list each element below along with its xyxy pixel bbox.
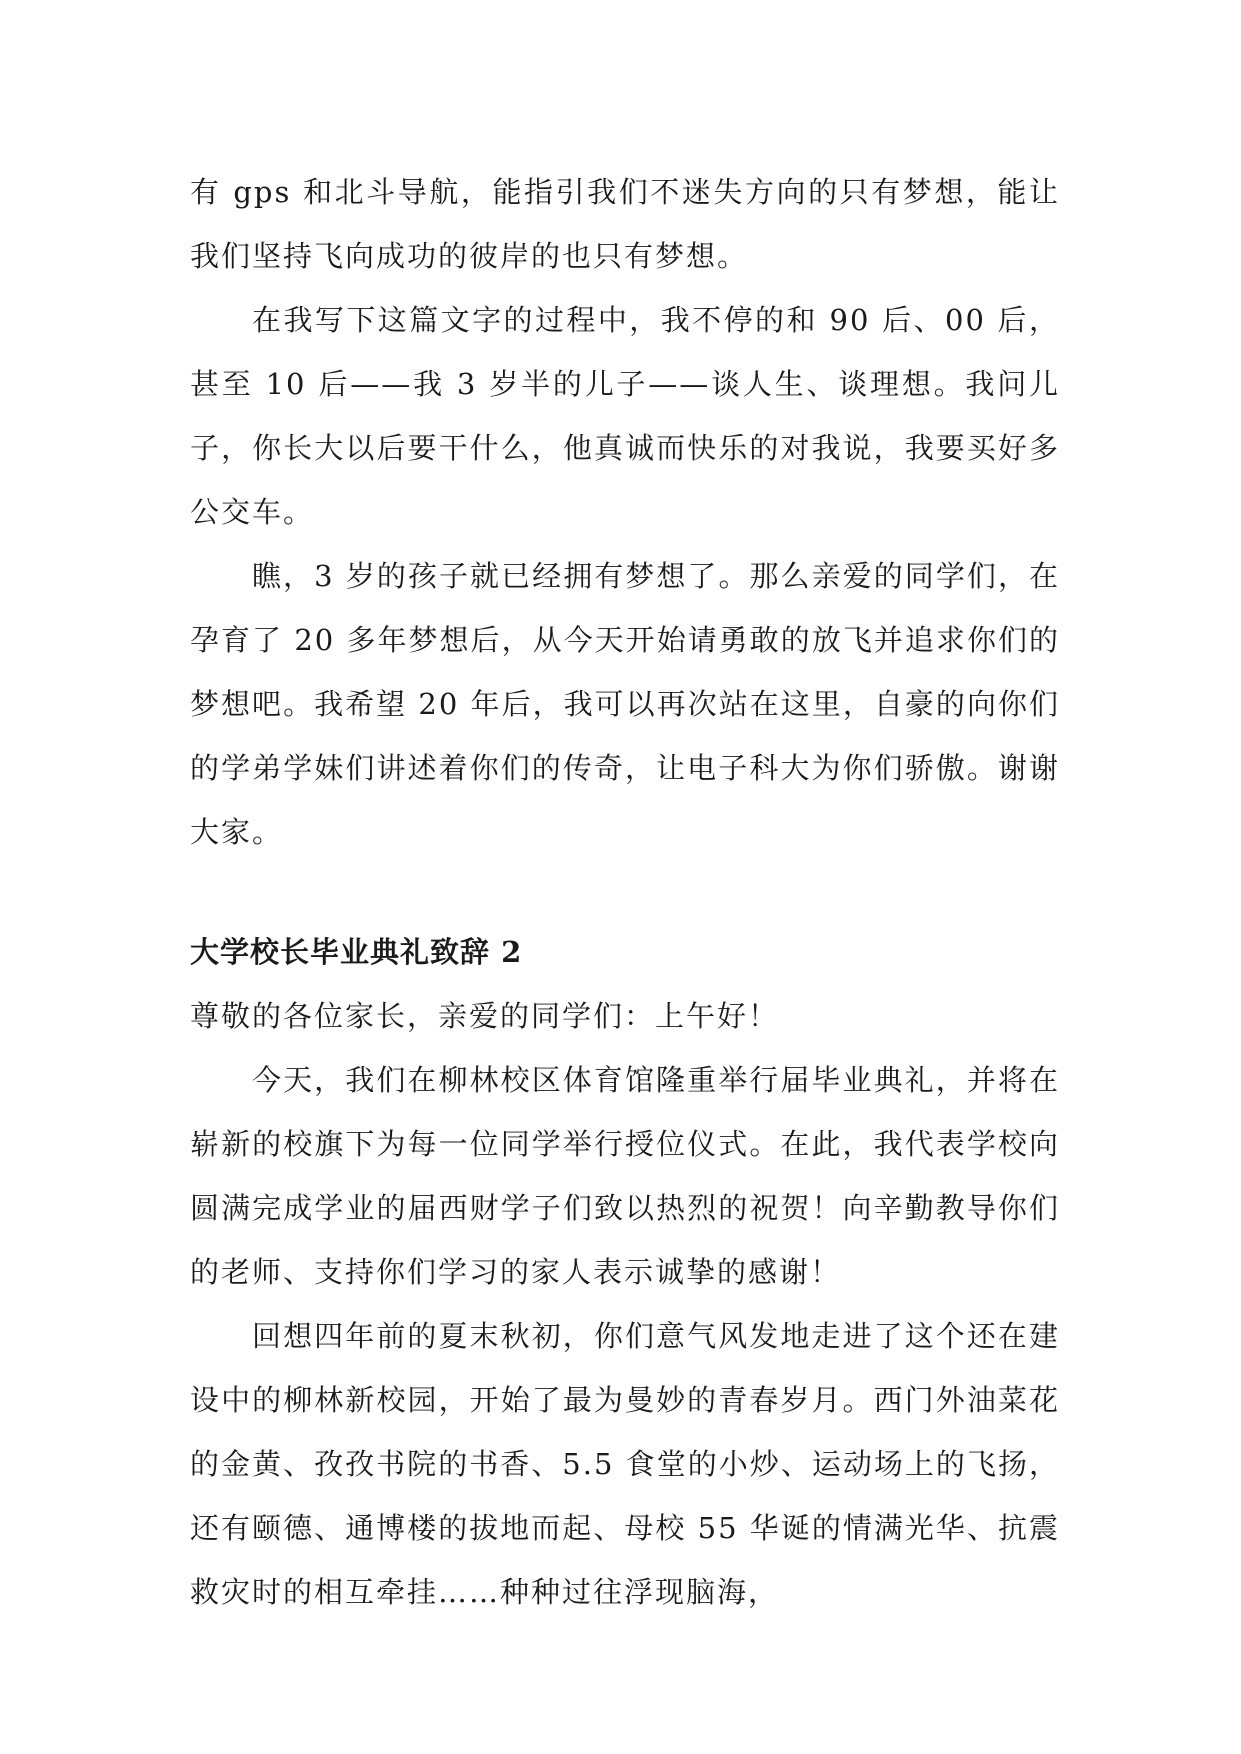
salutation: 尊敬的各位家长，亲爱的同学们：上午好！: [190, 999, 780, 1033]
section-spacer: [190, 864, 1060, 920]
paragraph: 回想四年前的夏末秋初，你们意气风发地走进了这个还在建设中的柳林新校园，开始了最为曼妙的青春岁月。西门外油菜花的金黄、孜孜书院的书香、5.5 食堂的小炒、运动场上的飞扬，还有颐德、通博楼的拔地而起、母校 55 华诞的情满光华、抗震救灾时的相互牵挂……种种过往浮现脑海，: [190, 1319, 1060, 1609]
paragraph: 瞧，3 岁的孩子就已经拥有梦想了。那么亲爱的同学们，在孕育了 20 多年梦想后，从今天开始请勇敢的放飞并追求你们的梦想吧。我希望 20 年后，我可以再次站在这里，自豪的向你们的学弟学妹们讲述着你们的传奇，让电子科大为你们骄傲。谢谢大家。: [190, 559, 1060, 849]
paragraph: 在我写下这篇文字的过程中，我不停的和 90 后、00 后，甚至 10 后——我 3 岁半的儿子——谈人生、谈理想。我问儿子，你长大以后要干什么，他真诚而快乐的对我说，我要买好多公交车。: [190, 303, 1060, 529]
paragraph: 今天，我们在柳林校区体育馆隆重举行届毕业典礼，并将在崭新的校旗下为每一位同学举行授位仪式。在此，我代表学校向圆满完成学业的届西财学子们致以热烈的祝贺！向辛勤教导你们的老师、支持你们学习的家人表示诚挚的感谢！: [190, 1063, 1060, 1289]
section-title: 大学校长毕业典礼致辞 2: [190, 935, 523, 969]
paragraph-continuation: 有 gps 和北斗导航，能指引我们不迷失方向的只有梦想，能让我们坚持飞向成功的彼岸的也只有梦想。: [190, 175, 1060, 273]
document-body: [190, 160, 1060, 1624]
